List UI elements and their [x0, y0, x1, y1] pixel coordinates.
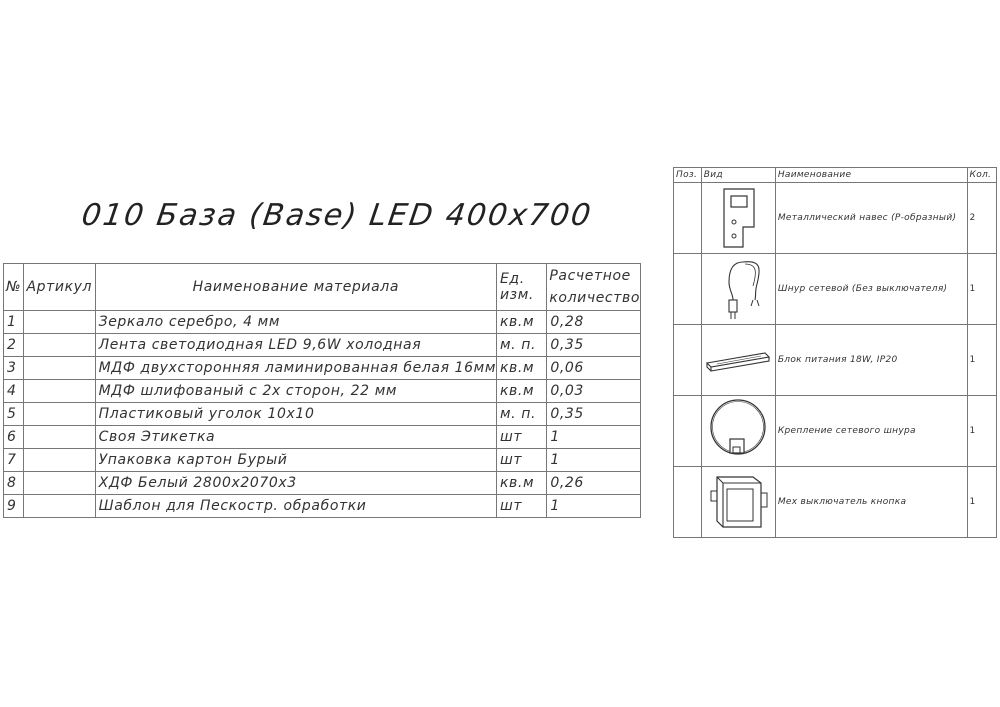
- row-name: МДФ двухсторонняя ламинированная белая 16мм: [95, 357, 496, 380]
- row-qty: 0,06: [547, 357, 641, 380]
- part-name: Шнур сетевой (Без выключателя): [775, 254, 967, 325]
- row-num: 9: [4, 495, 24, 518]
- table-row: [4, 472, 641, 495]
- row-article: [24, 357, 95, 380]
- header-pos: Поз.: [674, 168, 702, 183]
- row-unit: м. п.: [496, 334, 546, 357]
- part-row: [674, 467, 997, 538]
- part-pos: [674, 325, 702, 396]
- row-unit: шт: [496, 426, 546, 449]
- row-name: Зеркало серебро, 4 мм: [95, 311, 496, 334]
- part-pos: [674, 467, 702, 538]
- header-num: №: [4, 264, 24, 311]
- row-num: 6: [4, 426, 24, 449]
- row-name: Шаблон для Пескостр. обработки: [95, 495, 496, 518]
- table-row: [4, 449, 641, 472]
- table-row: [4, 403, 641, 426]
- row-article: [24, 403, 95, 426]
- part-name: Металлический навес (Р-образный): [775, 183, 967, 254]
- row-name: Пластиковый уголок 10х10: [95, 403, 496, 426]
- part-row: [674, 396, 997, 467]
- materials-table: [3, 263, 641, 518]
- row-name: Упаковка картон Бурый: [95, 449, 496, 472]
- row-num: 1: [4, 311, 24, 334]
- table-row: [4, 495, 641, 518]
- header-qty-line2: количество: [549, 290, 640, 306]
- table-row: [4, 426, 641, 449]
- table-row: [4, 334, 641, 357]
- part-qty: 2: [967, 183, 997, 254]
- row-qty: 0,35: [547, 334, 641, 357]
- row-num: 2: [4, 334, 24, 357]
- part-pos: [674, 254, 702, 325]
- header-part-qty: Кол.: [967, 168, 997, 183]
- row-article: [24, 472, 95, 495]
- header-name: Наименование материала: [95, 264, 496, 311]
- row-qty: 0,03: [547, 380, 641, 403]
- header-qty-line1: Расчетное: [549, 268, 631, 284]
- part-row: [674, 325, 997, 396]
- row-unit: шт: [496, 495, 546, 518]
- row-unit: м. п.: [496, 403, 546, 426]
- part-name: Блок питания 18W, IP20: [775, 325, 967, 396]
- table-row: [4, 380, 641, 403]
- row-article: [24, 495, 95, 518]
- row-article: [24, 334, 95, 357]
- part-qty: 1: [967, 467, 997, 538]
- row-qty: 1: [547, 495, 641, 518]
- row-unit: кв.м: [496, 357, 546, 380]
- header-article: Артикул: [24, 264, 95, 311]
- part-image-cell: [701, 183, 775, 254]
- row-name: Своя Этикетка: [95, 426, 496, 449]
- part-row: [674, 254, 997, 325]
- metal-hanger-icon: [703, 183, 773, 253]
- row-article: [24, 426, 95, 449]
- row-num: 8: [4, 472, 24, 495]
- part-name: Мех выключатель кнопка: [775, 467, 967, 538]
- row-num: 7: [4, 449, 24, 472]
- row-qty: 1: [547, 426, 641, 449]
- parts-table: [673, 167, 997, 538]
- row-name: ХДФ Белый 2800х2070х3: [95, 472, 496, 495]
- materials-header-row: [4, 264, 641, 311]
- part-name: Крепление сетевого шнура: [775, 396, 967, 467]
- row-article: [24, 311, 95, 334]
- part-image-cell: [701, 396, 775, 467]
- row-unit: кв.м: [496, 472, 546, 495]
- part-pos: [674, 183, 702, 254]
- table-row: [4, 311, 641, 334]
- row-qty: 0,26: [547, 472, 641, 495]
- row-qty: 0,28: [547, 311, 641, 334]
- part-image-cell: [701, 467, 775, 538]
- header-qty: [547, 264, 641, 311]
- row-qty: 0,35: [547, 403, 641, 426]
- row-unit: кв.м: [496, 380, 546, 403]
- part-qty: 1: [967, 396, 997, 467]
- rocker-switch-icon: [703, 467, 773, 537]
- row-article: [24, 449, 95, 472]
- power-supply-icon: [703, 325, 773, 395]
- part-image-cell: [701, 325, 775, 396]
- part-image-cell: [701, 254, 775, 325]
- part-pos: [674, 396, 702, 467]
- row-unit: шт: [496, 449, 546, 472]
- table-row: [4, 357, 641, 380]
- part-qty: 1: [967, 254, 997, 325]
- row-qty: 1: [547, 449, 641, 472]
- row-num: 4: [4, 380, 24, 403]
- parts-header-row: [674, 168, 997, 183]
- header-part-name: Наименование: [775, 168, 967, 183]
- header-view: Вид: [701, 168, 775, 183]
- power-cord-icon: [703, 254, 773, 324]
- drawing-title: 010 База (Base) LED 400х700: [79, 198, 595, 233]
- row-num: 3: [4, 357, 24, 380]
- row-name: МДФ шлифованый с 2х сторон, 22 мм: [95, 380, 496, 403]
- cord-clip-icon: [703, 396, 773, 466]
- part-row: [674, 183, 997, 254]
- part-qty: 1: [967, 325, 997, 396]
- row-num: 5: [4, 403, 24, 426]
- row-article: [24, 380, 95, 403]
- row-name: Лента светодиодная LED 9,6W холодная: [95, 334, 496, 357]
- header-unit: Ед. изм.: [496, 264, 546, 311]
- row-unit: кв.м: [496, 311, 546, 334]
